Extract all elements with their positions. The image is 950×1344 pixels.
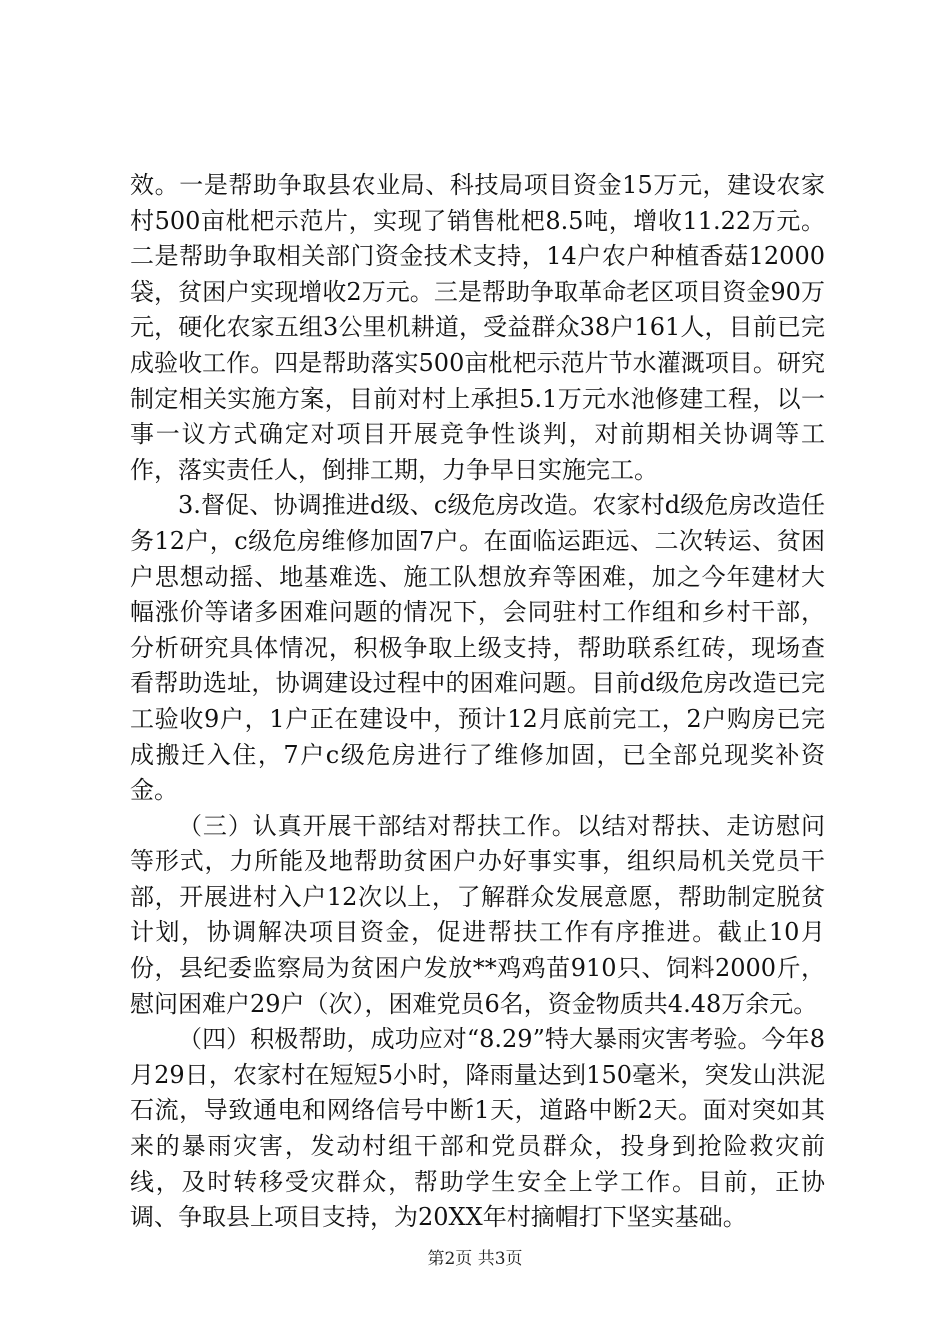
paragraph-rainstorm-response: （四）积极帮助，成功应对“8.29”特大暴雨灾害考验。今年8月29日，农家村在短短5小时，降雨量达到150毫米，突发山洪泥石流，导致通电和网络信号中断1天，道路中断2天。面对突如其来的暴雨灾害，发动村组干部和党员群众，投身到抢险救灾前线，及时转移受灾群众，帮助学生安全上学工作。目前，正协调、争取县上项目支持，为20XX年村摘帽打下坚实基础。 — [130, 1025, 825, 1232]
paragraph-continuation: 效。一是帮助争取县农业局、科技局项目资金15万元，建设农家村500亩枇杷示范片，实现了销售枇杷8.5吨，增收11.22万元。二是帮助争取相关部门资金技术支持，14户农户种植香菇12000袋，贫困户实现增收2万元。三是帮助争取革命老区项目资金90万元，硬化农家五组3公里机耕道，受益群众38户161人，目前已完成验收工作。四是帮助落实500亩枇杷示范片节水灌溉项目。研究制定相关实施方案，目前对村上承担5.1万元水池修建工程，以一事一议方式确定对项目开展竞争性谈判，对前期相关协调等工作，落实责任人，倒排工期，力争早日实施完工。 — [130, 171, 825, 484]
paragraph-dangerous-housing: 3.督促、协调推进d级、c级危房改造。农家村d级危房改造任务12户，c级危房维修加固7户。在面临运距远、二次转运、贫困户思想动摇、地基难选、施工队想放弃等困难，加之今年建材大幅涨价等诸多困难问题的情况下，会同驻村工作组和乡村干部，分析研究具体情况，积极争取上级支持，帮助联系红砖，现场查看帮助选址，协调建设过程中的困难问题。目前d级危房改造已完工验收9户，1户正在建设中，预计12月底前完工，2户购房已完成搬迁入住，7户c级危房进行了维修加固，已全部兑现奖补资金。 — [130, 491, 825, 805]
paragraph-cadre-assistance: （三）认真开展干部结对帮扶工作。以结对帮扶、走访慰问等形式，力所能及地帮助贫困户办好事实事，组织局机关党员干部，开展进村入户12次以上，了解群众发展意愿，帮助制定脱贫计划，协调解决项目资金，促进帮扶工作有序推进。截止10月份，县纪委监察局为贫困户发放**鸡鸡苗910只、饲料2000斤，慰问困难户29户（次），困难党员6名，资金物质共4.48万余元。 — [130, 811, 825, 1018]
page-number-footer: 第2页 共3页 — [427, 1249, 523, 1269]
document-body — [130, 168, 825, 1236]
